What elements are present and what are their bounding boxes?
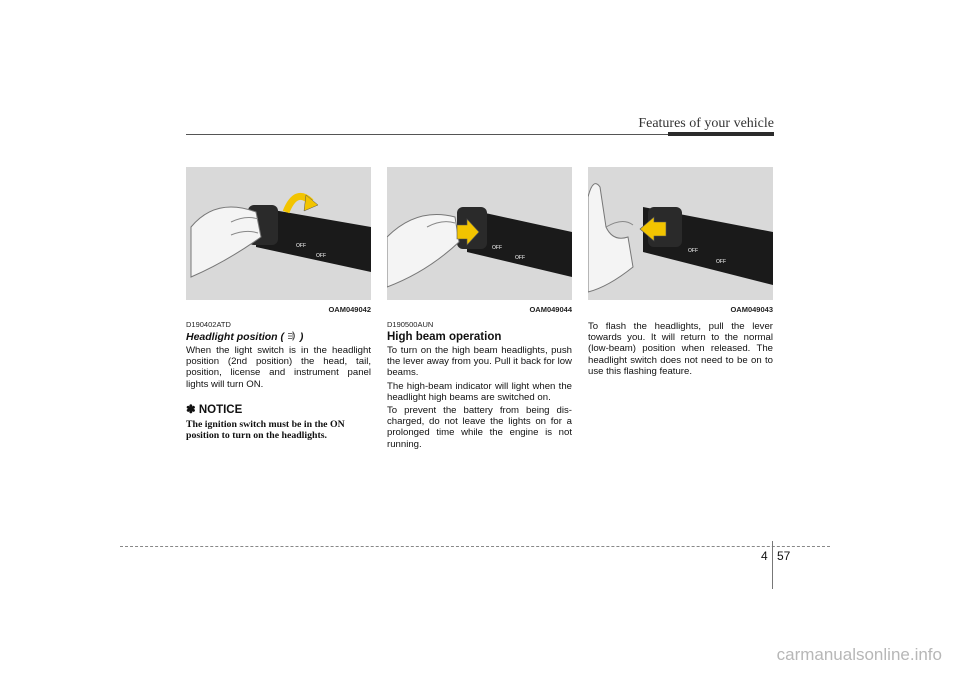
notice-body: The ignition switch must be in the ON position to turn on the headlights. [186, 418, 345, 442]
header-rule-accent [668, 132, 774, 136]
figure-caption: OAM049042 [328, 305, 371, 314]
column-high-beam [387, 167, 572, 450]
figure-caption: OAM049043 [730, 305, 773, 314]
subtitle-suffix: ) [299, 331, 304, 343]
off-label: OFF [296, 243, 306, 249]
page-number: 57 [777, 549, 791, 563]
headlight-icon [287, 331, 297, 341]
figure-caption: OAM049044 [529, 305, 572, 314]
page-header-title: Features of your vehicle [638, 116, 774, 131]
section-subtitle: High beam operation [387, 331, 502, 343]
off-label: OFF [492, 245, 502, 251]
paragraph: To prevent the battery from being dis-charged, do not leave the lights on for a prolonged time while the engine is not running. [387, 405, 572, 450]
figure-headlight-switch [186, 167, 371, 300]
paragraph: The high-beam indicator will light when the headlight high beams are switched on. [387, 380, 572, 403]
section-code: D190402ATD [186, 320, 231, 329]
section-subtitle [186, 331, 371, 343]
watermark: carmanualsonline.info [776, 645, 942, 664]
column-headlight-position [186, 167, 371, 442]
subtitle-prefix: Headlight position ( [186, 331, 284, 343]
figure-high-beam [387, 167, 572, 300]
paragraph: To turn on the high beam headlights, push the lever away from you. Pull it back for low beams. [387, 345, 572, 379]
off-label: OFF [688, 248, 698, 254]
off-label: OFF [716, 259, 726, 265]
section-code: D190500AUN [387, 320, 434, 329]
paragraph: To flash the headlights, pull the lever towards you. It will return to the normal (low-beam) position when released. The headlight switch does not need to be on to use this flashing feature. [588, 321, 773, 377]
page-number-divider [772, 541, 773, 589]
figure-flash-headlights [588, 167, 773, 300]
column-flash [588, 167, 773, 377]
off-label: OFF [316, 253, 326, 259]
chapter-number: 4 [761, 549, 768, 563]
footer-dashed-rule [120, 546, 830, 547]
notice-title: ✽ NOTICE [186, 403, 243, 416]
paragraph: When the light switch is in the headlight position (2nd position) the head, tail, position, license and instrument panel lights will turn ON. [186, 345, 371, 390]
off-label: OFF [515, 255, 525, 261]
